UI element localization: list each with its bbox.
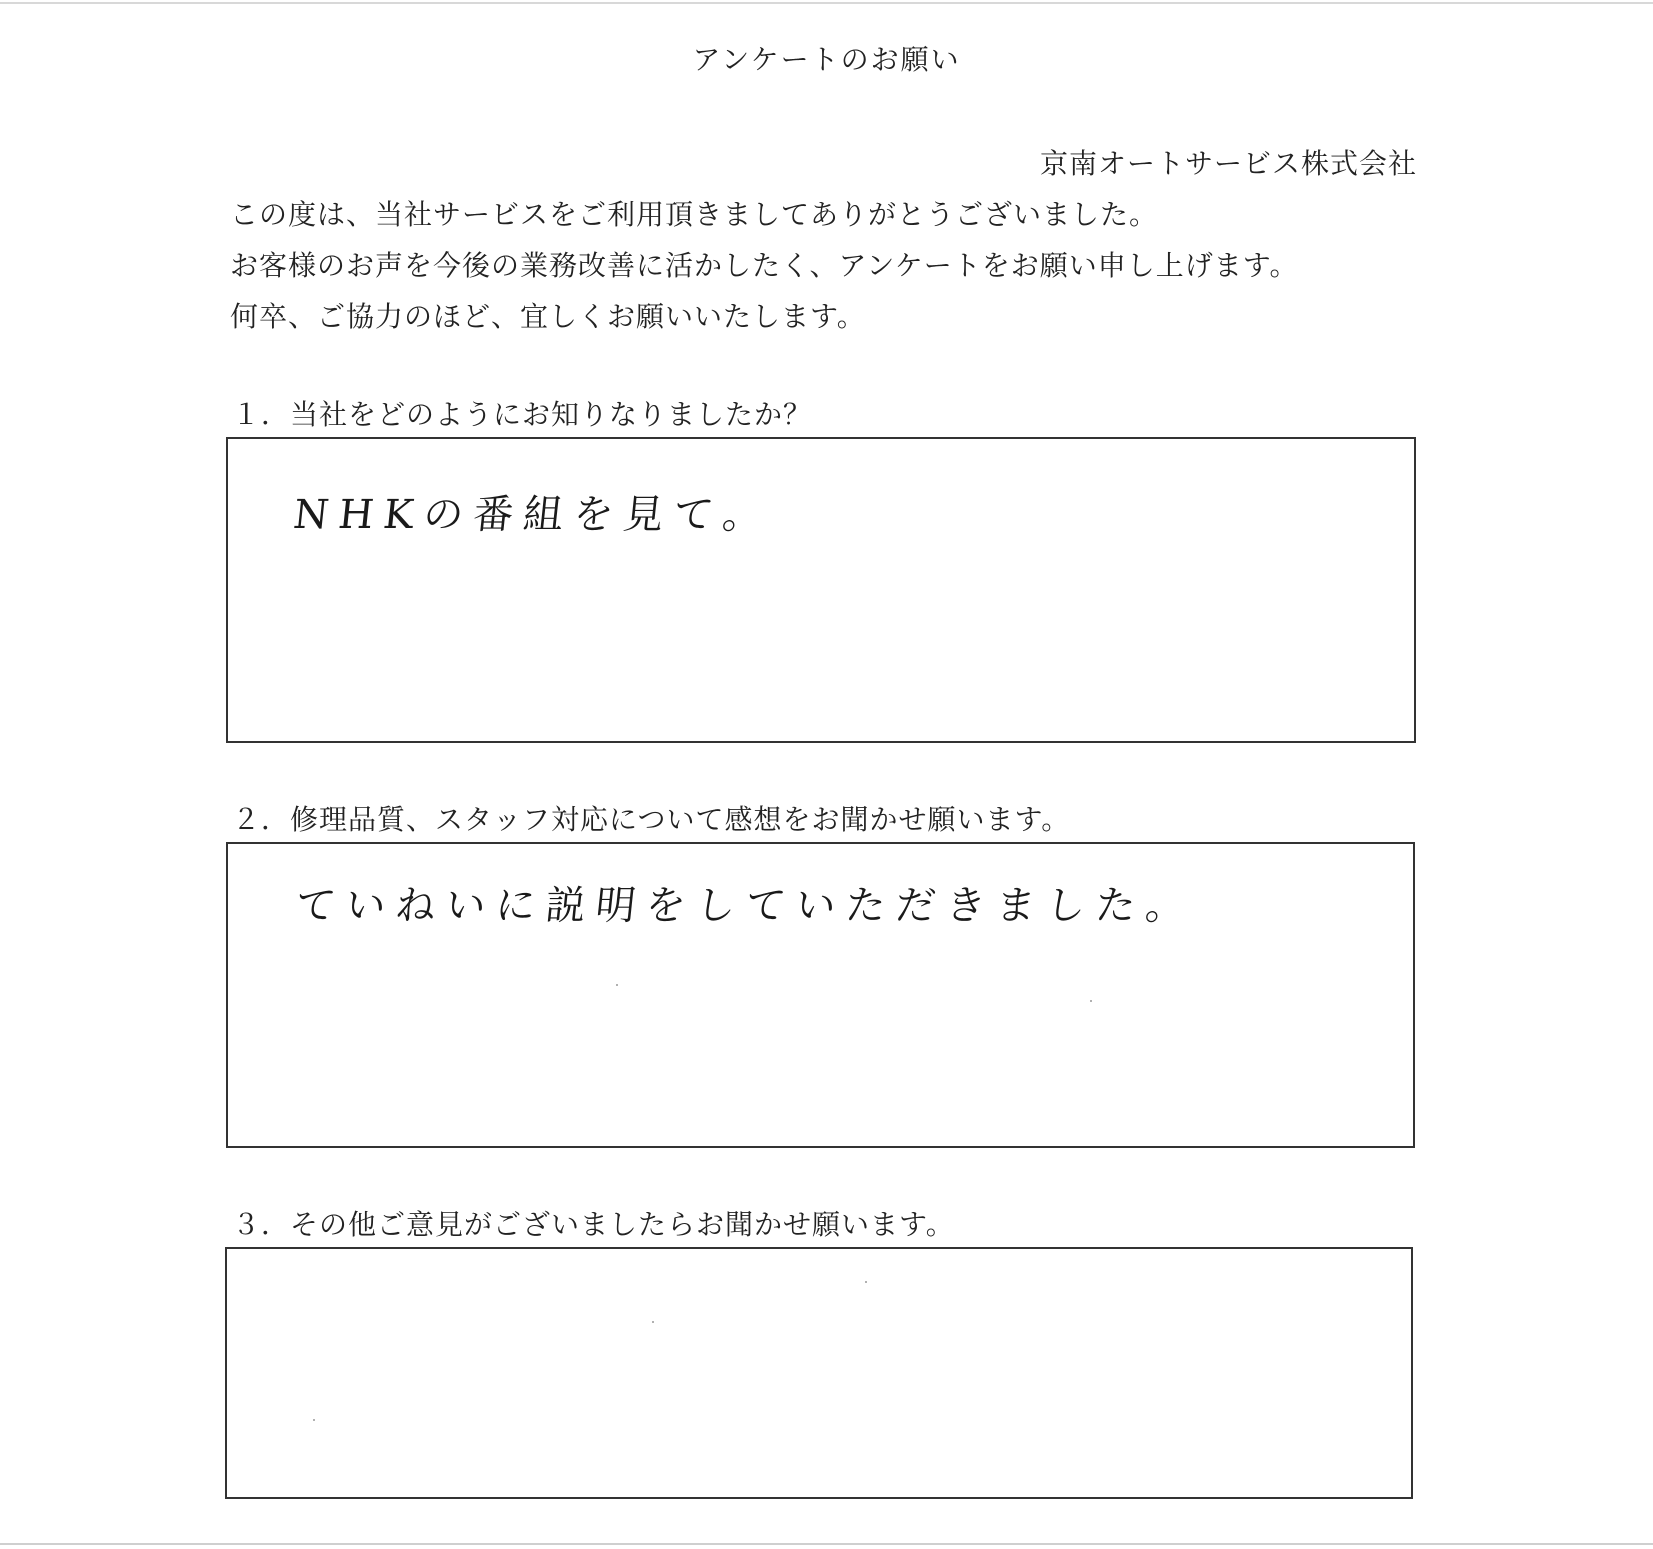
intro-line-2: お客様のお声を今後の業務改善に活かしたく、アンケートをお願い申し上げます。 — [230, 249, 1299, 282]
intro-line-1: この度は、当社サービスをご利用頂きましてありがとうございました。 — [230, 198, 1159, 231]
scan-speck — [652, 1321, 654, 1323]
scan-edge-bottom — [0, 1543, 1653, 1545]
company-name: 京南オートサービス株式会社 — [1039, 147, 1417, 180]
question-1-answer-box[interactable] — [226, 437, 1416, 743]
question-3-label: ３．その他ご意見がございましたらお聞かせ願います。 — [232, 1208, 955, 1241]
page-title: アンケートのお願い — [692, 43, 961, 76]
intro-line-3: 何卒、ご協力のほど、宜しくお願いいたします。 — [230, 300, 866, 333]
scan-speck — [313, 1419, 315, 1421]
question-2-label: ２．修理品質、スタッフ対応について感想をお聞かせ願います。 — [232, 803, 1071, 836]
question-1-label: １．当社をどのようにお知りなりましたか？ — [232, 398, 813, 431]
question-2-answer-box[interactable] — [226, 842, 1415, 1148]
question-3-answer-box[interactable] — [225, 1247, 1413, 1499]
scan-speck — [616, 984, 618, 986]
question-2-answer: ていねいに説明をしていただきました。 — [293, 883, 1199, 929]
scan-speck — [1090, 1000, 1092, 1002]
question-1-answer: NHKの番組を見て。 — [291, 492, 776, 538]
scan-speck — [865, 1281, 867, 1283]
scan-edge-top — [0, 2, 1653, 4]
